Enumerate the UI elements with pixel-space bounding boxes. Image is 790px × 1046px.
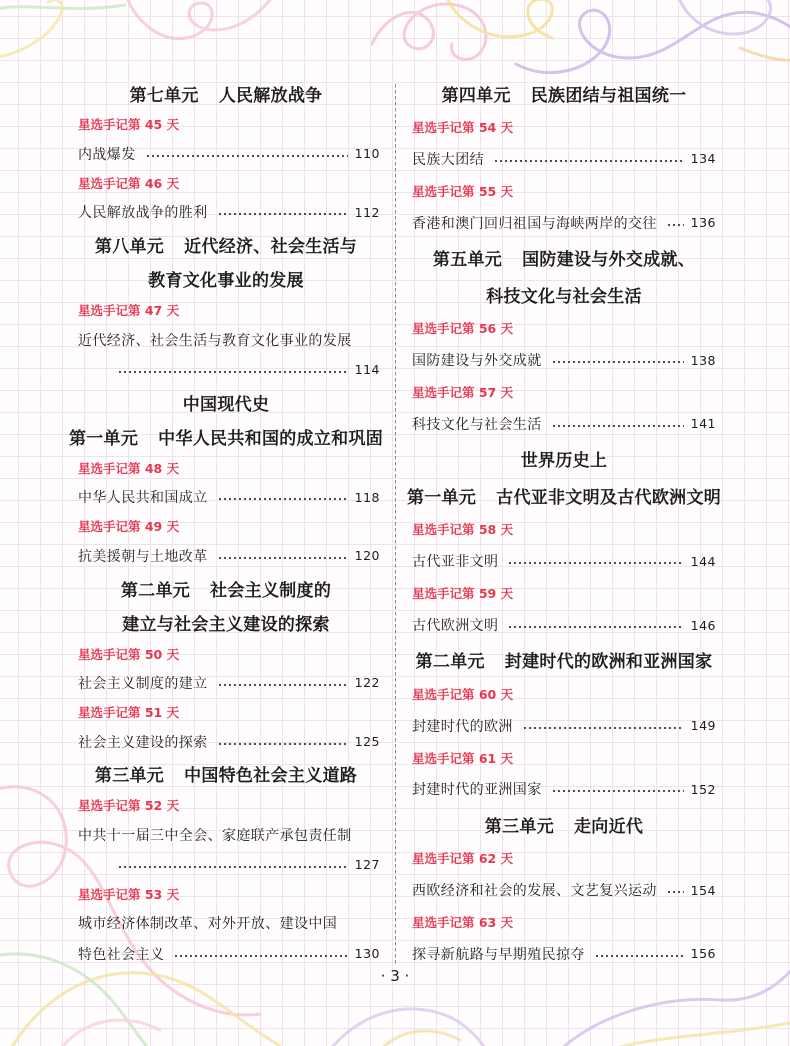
page-folio: · 3 · — [380, 967, 410, 985]
leader-dots — [494, 159, 684, 163]
column-divider — [395, 84, 396, 964]
toc-entry — [401, 613, 727, 637]
unit-title-continued: 科技文化与社会生活 — [486, 286, 642, 307]
day-tag-label: 星选手记第 46 天 — [78, 175, 180, 191]
leader-dots — [218, 212, 348, 216]
leader-dots — [667, 223, 684, 227]
day-tag-label: 星选手记第 56 天 — [412, 321, 514, 337]
toc-column-right — [401, 79, 727, 966]
entry-title: 内战爆发 — [78, 146, 136, 163]
toc-entry — [63, 853, 389, 877]
section-title: 世界历史上 — [520, 451, 608, 472]
entry-title: 国防建设与外交成就 — [412, 353, 542, 369]
toc-entry — [401, 412, 727, 436]
entry-title: 中华人民共和国成立 — [78, 490, 208, 507]
page-number: 156 — [690, 946, 716, 962]
entry-title: 科技文化与社会生活 — [412, 416, 542, 433]
day-tag — [63, 113, 389, 135]
day-tag-label: 星选手记第 60 天 — [412, 686, 514, 702]
unit-label: 第八单元 — [94, 237, 165, 258]
unit-title: 国防建设与外交成就、 — [522, 249, 696, 270]
unit-title: 民族团结与祖国统一 — [530, 85, 687, 106]
leader-dots — [523, 726, 684, 730]
swirl-line — [680, 0, 771, 34]
leader-dots — [146, 154, 348, 158]
unit-heading-continued — [63, 265, 389, 293]
entry-title: 社会主义制度的建立 — [78, 675, 208, 692]
leader-dots — [218, 497, 348, 501]
page-number: 146 — [690, 617, 716, 633]
entry-title: 封建时代的亚洲国家 — [412, 782, 542, 799]
toc-entry — [401, 878, 727, 902]
unit-label: 第五单元 — [432, 249, 503, 270]
page-number: 144 — [690, 553, 716, 569]
entry-title: 城市经济体制改革、对外开放、建设中国 — [78, 916, 338, 933]
page-number: 141 — [690, 416, 716, 432]
toc-entry — [401, 714, 727, 738]
entry-title: 封建时代的欧洲 — [412, 718, 513, 735]
unit-title: 中国特色社会主义道路 — [184, 766, 358, 787]
toc-entry — [63, 142, 389, 166]
unit-title: 近代经济、社会生活与 — [184, 237, 358, 258]
toc-entry — [401, 942, 727, 966]
unit-heading — [63, 574, 389, 602]
entry-title: 探寻新航路与早期殖民掠夺 — [412, 946, 585, 963]
page-number: 110 — [354, 146, 380, 162]
page-number: 138 — [690, 352, 716, 368]
leader-dots — [218, 683, 348, 687]
entry-title: 古代亚非文明 — [412, 554, 499, 571]
swirl-line — [372, 4, 486, 59]
day-tag — [63, 515, 389, 537]
page-number: 152 — [690, 781, 716, 797]
unit-title: 古代亚非文明及古代欧洲文明 — [496, 488, 722, 508]
toc-entry-line — [63, 328, 389, 352]
toc-entry — [401, 211, 727, 235]
unit-heading — [63, 231, 389, 259]
unit-title: 人民解放战争 — [218, 85, 323, 106]
leader-dots — [508, 625, 683, 629]
page-number: 149 — [690, 718, 716, 734]
leader-dots — [552, 789, 684, 793]
swirl-line — [740, 48, 790, 60]
section-heading — [401, 445, 727, 473]
unit-title: 走向近代 — [574, 816, 644, 837]
day-tag-label: 星选手记第 48 天 — [78, 460, 180, 476]
swirl-line — [128, 0, 270, 39]
unit-label: 第三单元 — [94, 766, 165, 787]
day-tag — [401, 747, 727, 769]
leader-dots — [118, 370, 348, 374]
day-tag — [401, 381, 727, 403]
toc-entry — [401, 147, 727, 171]
day-tag — [63, 701, 389, 723]
day-tag-label: 星选手记第 54 天 — [412, 119, 514, 135]
entry-title: 古代欧洲文明 — [412, 618, 499, 634]
unit-label: 第二单元 — [120, 580, 191, 601]
swirl-line — [448, 0, 552, 38]
entry-title: 特色社会主义 — [78, 946, 165, 963]
page-number: 112 — [354, 204, 380, 220]
day-tag — [63, 883, 389, 905]
unit-heading — [401, 79, 727, 107]
day-tag — [401, 116, 727, 138]
unit-title: 中华人民共和国的成立和巩固 — [158, 428, 384, 449]
day-tag-label: 星选手记第 63 天 — [412, 914, 514, 930]
day-tag — [401, 317, 727, 339]
unit-title-continued: 教育文化事业的发展 — [148, 271, 304, 292]
day-tag — [401, 683, 727, 705]
page-number: 134 — [690, 151, 716, 167]
page-number: 118 — [354, 489, 380, 505]
swirl-line — [516, 10, 790, 72]
unit-heading — [401, 646, 727, 674]
swirl-line — [0, 5, 125, 9]
page-number: 114 — [354, 362, 380, 378]
swirl-line — [380, 1031, 460, 1046]
page-number: 122 — [354, 675, 380, 691]
day-tag-label: 星选手记第 59 天 — [412, 586, 514, 602]
entry-title: 民族大团结 — [412, 151, 484, 168]
unit-heading — [63, 760, 389, 788]
day-tag-label: 星选手记第 53 天 — [78, 887, 180, 903]
leader-dots — [552, 424, 684, 428]
unit-heading-continued — [401, 280, 727, 308]
day-tag-label: 星选手记第 62 天 — [412, 851, 514, 867]
unit-heading — [401, 243, 727, 271]
swirl-line — [610, 1022, 790, 1046]
page-number: 125 — [354, 734, 380, 750]
day-tag-label: 星选手记第 45 天 — [78, 117, 180, 133]
day-tag — [63, 643, 389, 665]
unit-heading-continued — [63, 608, 389, 636]
day-tag — [63, 794, 389, 816]
day-tag-label: 星选手记第 52 天 — [78, 798, 180, 814]
toc-entry — [401, 549, 727, 573]
unit-label: 第四单元 — [441, 85, 511, 106]
leader-dots — [667, 890, 684, 894]
swirl-line — [60, 1020, 160, 1046]
day-tag — [401, 180, 727, 202]
unit-heading — [401, 810, 727, 838]
leader-dots — [218, 556, 348, 560]
entry-title: 香港和澳门回归祖国与海峡两岸的交往 — [412, 215, 657, 232]
day-tag-label: 星选手记第 50 天 — [78, 646, 180, 662]
day-tag-label: 星选手记第 55 天 — [412, 183, 514, 199]
day-tag-label: 星选手记第 49 天 — [78, 519, 180, 535]
day-tag — [63, 299, 389, 321]
toc-entry — [401, 777, 727, 801]
toc-entry — [63, 485, 389, 509]
day-tag-label: 星选手记第 61 天 — [412, 750, 514, 766]
leader-dots — [552, 360, 684, 364]
swirl-line — [0, 0, 62, 58]
toc-entry — [63, 942, 389, 966]
day-tag — [63, 457, 389, 479]
toc-entry — [63, 544, 389, 568]
day-tag — [63, 172, 389, 194]
day-tag-label: 星选手记第 58 天 — [412, 522, 514, 538]
unit-label: 第一单元 — [68, 428, 139, 449]
toc-entry — [401, 348, 727, 372]
unit-label: 第七单元 — [129, 85, 199, 106]
day-tag-label: 星选手记第 47 天 — [78, 303, 180, 319]
day-tag — [401, 911, 727, 933]
day-tag-label: 星选手记第 51 天 — [78, 705, 180, 721]
leader-dots — [508, 561, 683, 565]
unit-title: 社会主义制度的 — [210, 580, 332, 601]
page-number: 120 — [354, 548, 380, 564]
entry-title: 西欧经济和社会的发展、文艺复兴运动 — [412, 883, 657, 899]
unit-title-continued: 建立与社会主义建设的探索 — [122, 614, 330, 635]
page-number: 127 — [354, 857, 380, 873]
swirl-line — [330, 1009, 486, 1046]
day-tag — [401, 518, 727, 540]
day-tag — [401, 582, 727, 604]
toc-entry-line — [63, 823, 389, 847]
entry-title: 人民解放战争的胜利 — [78, 205, 208, 222]
page-number: 136 — [690, 215, 716, 230]
section-title: 中国现代史 — [182, 394, 270, 415]
unit-label: 第一单元 — [406, 488, 477, 508]
entry-title: 中共十一届三中全会、家庭联产承包责任制 — [78, 827, 352, 844]
day-tag-label: 星选手记第 57 天 — [412, 384, 514, 400]
section-heading — [63, 388, 389, 416]
unit-title: 封建时代的欧洲和亚洲国家 — [504, 652, 713, 673]
unit-heading — [63, 422, 389, 450]
unit-heading — [401, 482, 727, 510]
toc-entry — [63, 671, 389, 695]
leader-dots — [174, 954, 347, 958]
toc-entry — [63, 200, 389, 224]
entry-title: 社会主义建设的探索 — [78, 734, 208, 751]
entry-title: 近代经济、社会生活与教育文化事业的发展 — [78, 332, 352, 349]
day-tag — [401, 847, 727, 869]
toc-entry — [63, 358, 389, 382]
unit-label: 第三单元 — [484, 816, 554, 837]
leader-dots — [218, 742, 348, 746]
leader-dots — [118, 865, 348, 869]
toc-column-left — [63, 79, 389, 966]
toc-entry — [63, 730, 389, 754]
page-number: 154 — [690, 882, 716, 898]
toc-entry-line — [63, 911, 389, 935]
unit-label: 第二单元 — [415, 652, 485, 673]
leader-dots — [595, 954, 684, 958]
unit-heading — [63, 79, 389, 107]
entry-title: 抗美援朝与土地改革 — [78, 548, 208, 565]
page-number: 130 — [354, 946, 380, 962]
